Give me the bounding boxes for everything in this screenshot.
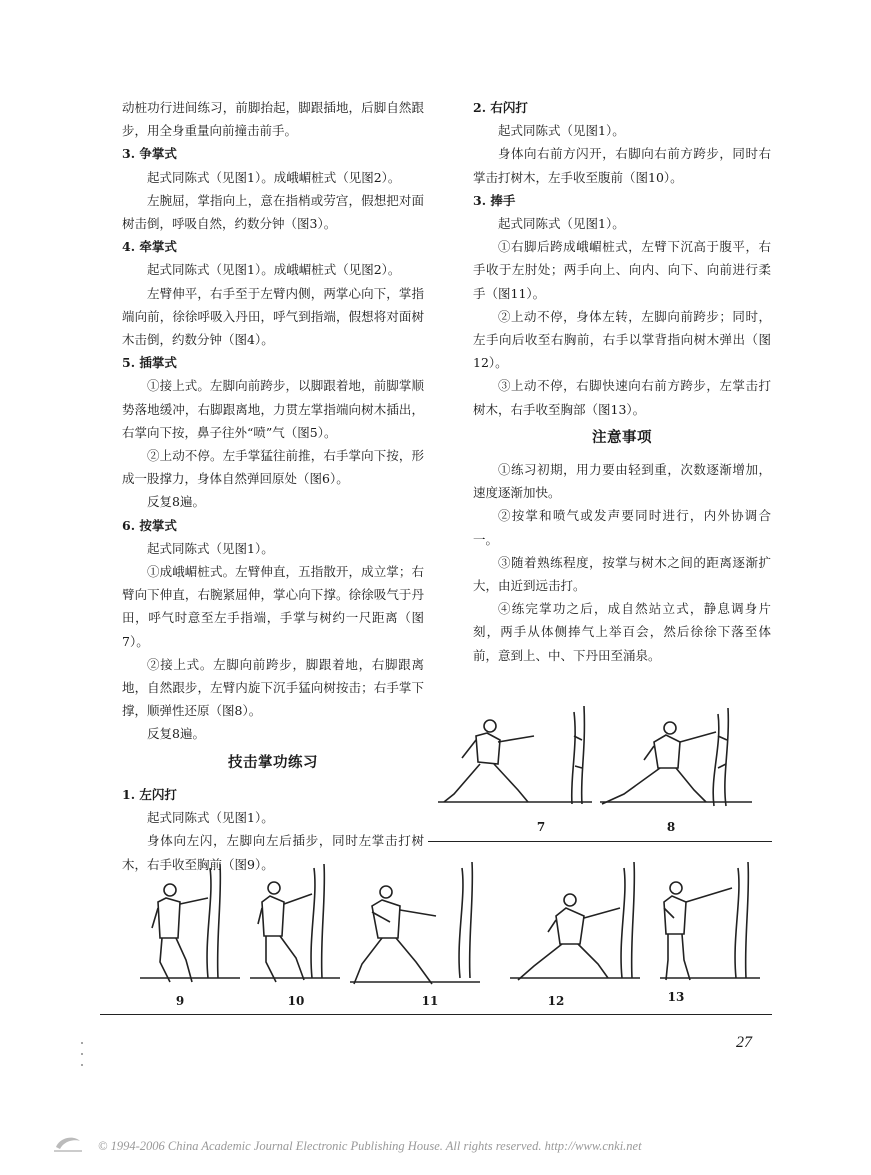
page-number: 27 — [736, 1034, 752, 1051]
figure-11-illustration — [350, 862, 480, 984]
paragraph: 左腕屈，掌指向上，意在指梢或劳宫，假想把对面树击倒，呼吸自然，约数分钟（图3）。 — [122, 192, 424, 232]
paragraph: 身体向左闪，左脚向左后插步，同时左掌击打树木，右手收至胸前（图9）。 — [122, 833, 424, 872]
subheading: 4. 牵掌式 — [122, 239, 177, 255]
figure-8-illustration — [600, 708, 752, 806]
figure-9-illustration — [140, 864, 240, 982]
paragraph: 起式同陈式（见图1）。 — [147, 810, 274, 826]
copyright-footer: © 1994-2006 China Academic Journal Electronic Publishing House. All rights reserved. http://www.cnki.net — [98, 1139, 642, 1153]
figure-10-illustration — [250, 864, 340, 982]
figure-12-label: 12 — [547, 994, 565, 1008]
subheading: 2. 右闪打 — [473, 100, 528, 115]
figure-7-label: 7 — [536, 820, 546, 834]
paragraph: ②接上式。左脚向前跨步，脚跟着地，右脚跟离地，自然跟步，左臂内旋下沉手猛向树按击；右手掌下撑，顺弹性还原（图8）。 — [122, 656, 424, 719]
paragraph: 起式同陈式（见图1）。 — [147, 540, 274, 556]
figure-13-label: 13 — [667, 990, 685, 1004]
cnki-logo-icon — [50, 1133, 86, 1155]
paragraph: ②上动不停，身体左转，左脚向前跨步；同时，左手向后收至右胸前，右手以掌背指向树木弹出（图12）。 — [473, 308, 771, 371]
subheading: 1. 左闪打 — [122, 786, 177, 802]
subheading: 5. 插掌式 — [122, 355, 177, 371]
figure-7-illustration — [438, 706, 592, 804]
figure-12-illustration — [510, 862, 640, 980]
margin-dots — [80, 1040, 84, 1070]
paragraph: 起式同陈式（见图1）。 — [498, 216, 625, 232]
paragraph: 起式同陈式（见图1）。成峨嵋桩式（见图2）。 — [147, 262, 401, 278]
paragraph: 左臂伸平，右手至于左臂内侧，两掌心向下，掌指端向前，徐徐呼吸入丹田，呼气到指端，假想将对面树木击倒，约数分钟（图4）。 — [122, 285, 424, 348]
subheading: 3. 争掌式 — [122, 146, 177, 162]
paragraph: 反复8遍。 — [147, 726, 205, 742]
paragraph: 动桩功行进间练习，前脚抬起，脚跟插地，后脚自然跟步，用全身重量向前撞击前手。 — [122, 100, 424, 139]
figure-9-label: 9 — [175, 994, 185, 1008]
paragraph: 起式同陈式（见图1）。 — [498, 123, 625, 139]
paragraph: ③随着熟练程度，按掌与树木之间的距离逐渐扩大，由近到远击打。 — [473, 554, 771, 594]
paragraph: 身体向右前方闪开，右脚向右前方跨步，同时右掌击打树木，左手收至腹前（图10）。 — [473, 146, 771, 185]
figure-8-label: 8 — [666, 820, 676, 834]
paragraph: 反复8遍。 — [147, 494, 205, 510]
paragraph: ①成峨嵋桩式。左臂伸直，五指散开，成立掌；右臂向下伸直，右腕紧屈伸，掌心向下撑。徐徐吸气于丹田，呼气时意至左手指端，手掌与树约一尺距离（图7）。 — [122, 564, 424, 649]
paragraph: ①右脚后跨成峨嵋桩式，左臂下沉高于腹平，右手收于左肘处；两手向上、向内、向下、向前进行柔手（图11）。 — [473, 239, 771, 301]
figure-rule-top — [428, 841, 772, 842]
right-column — [473, 96, 771, 667]
section-heading: 注意事项 — [592, 429, 652, 446]
paragraph: 起式同陈式（见图1）。成峨嵋桩式（见图2）。 — [147, 169, 401, 185]
paragraph: ①接上式。左脚向前跨步，以脚跟着地，前脚掌顺势落地缓冲，右脚跟离地，力贯左掌指端向树木插出，右掌向下按，鼻子往外“喷”气（图5）。 — [122, 378, 424, 440]
figure-10-label: 10 — [287, 994, 305, 1008]
paragraph: ④练完掌功之后，成自然站立式，静息调身片刻，两手从体侧捧气上举百会，然后徐徐下落至体前，意到上、中、下丹田至涌泉。 — [473, 601, 771, 663]
section-heading: 技击掌功练习 — [228, 754, 318, 771]
subheading: 3. 捧手 — [473, 192, 516, 208]
figure-13-illustration — [660, 862, 760, 980]
figure-rule-bottom — [100, 1014, 772, 1015]
paragraph: ③上动不停，右脚快速向右前方跨步，左掌击打树木，右手收至胸部（图13）。 — [473, 378, 771, 417]
left-column — [122, 96, 424, 876]
figures-7-8 — [432, 706, 772, 846]
paragraph: ①练习初期，用力要由轻到重，次数逐渐增加，速度逐渐加快。 — [473, 462, 771, 501]
figure-11-label: 11 — [421, 994, 439, 1008]
subheading: 6. 按掌式 — [122, 517, 177, 533]
paragraph: ②上动不停。左手掌猛往前推，右手掌向下按，形成一股撑力，身体自然弹回原处（图6）。 — [122, 448, 424, 487]
paragraph: ②按掌和喷气或发声要同时进行，内外协调合一。 — [473, 508, 771, 547]
